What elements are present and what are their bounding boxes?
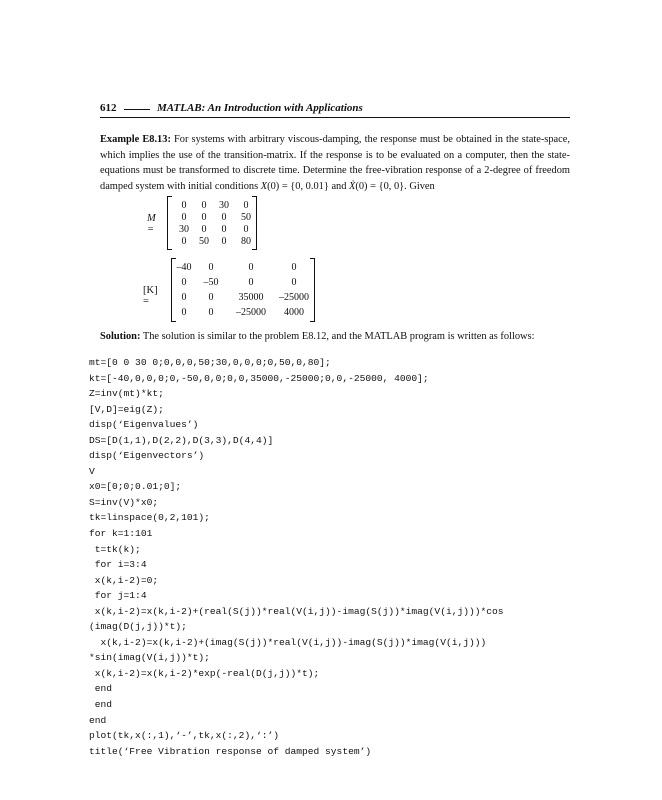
code-line: DS=[D(1,1),D(2,2),D(3,3),D(4,4)]	[89, 434, 274, 446]
matrix-M-cell: 0	[181, 200, 187, 211]
matrix-M-cell: 0	[221, 236, 227, 247]
matrix-M-cell: 80	[241, 236, 251, 247]
matrix-m-label: M =	[147, 213, 156, 235]
code-line: x(k,i-2)=x(k,i-2)*exp(-real(D(j,j))*t);	[89, 667, 320, 679]
code-line: title(‘Free Vibration response of damped system’)	[89, 745, 372, 757]
code-line: x0=[0;0;0.01;0];	[89, 481, 182, 493]
code-line: disp(‘Eigenvalues’)	[89, 419, 199, 431]
matrix-M-cell: 0	[201, 224, 207, 235]
matrix-M-cell: 0	[201, 212, 207, 223]
solution-label: Solution:	[100, 331, 141, 342]
code-line: (imag(D(j,j))*t);	[89, 621, 187, 633]
matrix-K-cell: 0	[248, 277, 254, 288]
ic2-text: (0) = {0, 0}. Given	[355, 180, 435, 192]
code-line: V	[89, 465, 95, 477]
matrix-K-cell: 0	[208, 262, 214, 273]
code-line: [V,D]=eig(Z);	[89, 403, 164, 415]
matrix-K-cell: –25000	[236, 307, 266, 318]
page-number: 612	[100, 102, 117, 114]
code-line: end	[89, 699, 113, 711]
code-line: mt=[0 0 30 0;0,0,0,50;30,0,0,0;0,50,0,80];	[89, 357, 331, 368]
matrix-K-cell: 0	[181, 277, 187, 288]
matrix-k-label: [K] =	[143, 285, 158, 307]
header-divider	[100, 117, 570, 118]
matrix-K-cell: –40	[176, 262, 192, 273]
matrix-M-cell: 30	[219, 200, 229, 211]
code-line: end	[89, 714, 107, 726]
code-line: kt=[-40,0,0,0;0,-50,0,0;0,0,35000,-25000;0,0,-25000, 4000];	[89, 372, 429, 384]
code-line: for j=1:4	[89, 590, 147, 602]
matrix-M-cell: 0	[243, 200, 249, 211]
matrix-M-cell: 0	[243, 224, 249, 235]
code-line: tk=linspace(0,2,101);	[89, 512, 210, 524]
matrix-K-cell: 0	[181, 307, 187, 318]
book-title: MATLAB: An Introduction with Applications	[157, 102, 363, 114]
code-line: x(k,i-2)=x(k,i-2)+(real(S(j))*real(V(i,j))-imag(S(j))*imag(V(i,j)))*cos	[89, 605, 504, 617]
code-line: x(k,i-2)=0;	[89, 574, 159, 586]
matrix-K-cell: –50	[203, 277, 219, 288]
page-header	[100, 102, 570, 118]
matrix-M-cell: 50	[241, 212, 251, 223]
solution-paragraph	[100, 329, 570, 344]
matrix-K-cell: 4000	[284, 307, 304, 318]
matrix-K-cell: –25000	[279, 292, 309, 303]
code-line: S=inv(V)*x0;	[89, 496, 159, 508]
matrix-M-cell: 30	[179, 224, 189, 235]
example-text: For systems with arbitrary viscous-damping, the response must be obtained in the state-space, which implies the use of the transition-matrix. If the response is to be evaluated on a computer, then the state-equations must be transformed to discrete time. Determine the free-vibration response of a 2-degree of freedom damped system with initial conditions	[100, 134, 570, 192]
code-line: Z=inv(mt)*kt;	[89, 388, 164, 400]
code-line: for i=3:4	[89, 559, 147, 571]
code-line: plot(tk,x(:,1),‘-’,tk,x(:,2),‘:’)	[89, 730, 279, 742]
ic1-text: (0) = {0, 0.01} and	[267, 180, 350, 192]
header-dash	[124, 109, 150, 110]
matrix-K-cell: 0	[248, 262, 254, 273]
matrix-M-cell: 0	[201, 200, 207, 211]
ic1-symbol: X	[260, 180, 268, 192]
solution-text: The solution is similar to the problem E8.12, and the MATLAB program is written as follows:	[142, 331, 535, 342]
code-line: end	[89, 683, 113, 695]
matrix-K-cell: 0	[291, 277, 297, 288]
matlab-code-listing	[89, 355, 569, 759]
matrix-M-cell: 0	[181, 212, 187, 223]
code-line: x(k,i-2)=x(k,i-2)+(imag(S(j))*real(V(i,j))-imag(S(j))*imag(V(i,j)))	[89, 636, 487, 648]
code-line: t=tk(k);	[89, 543, 141, 555]
matrix-K-cell: 0	[208, 292, 214, 303]
matrix-K-cell: 0	[291, 262, 297, 273]
ic2-symbol: Ẋ	[349, 180, 356, 192]
matrix-K-cell: 0	[181, 292, 187, 303]
matrix-M-cell: 0	[221, 212, 227, 223]
code-line: *sin(imag(V(i,j))*t);	[89, 652, 210, 664]
matrix-M-cell: 50	[199, 236, 209, 247]
matrix-K-cell: 35000	[238, 292, 264, 303]
code-line: for k=1:101	[89, 528, 153, 540]
matrix-M-cell: 0	[181, 236, 187, 247]
matrix-M-cell: 0	[221, 224, 227, 235]
matrix-m-left-bracket	[167, 196, 172, 250]
matrix-K-cell: 0	[208, 307, 214, 318]
example-paragraph	[100, 132, 570, 194]
example-label: Example E8.13:	[100, 134, 171, 145]
code-line: disp(‘Eigenvectors’)	[89, 450, 205, 462]
